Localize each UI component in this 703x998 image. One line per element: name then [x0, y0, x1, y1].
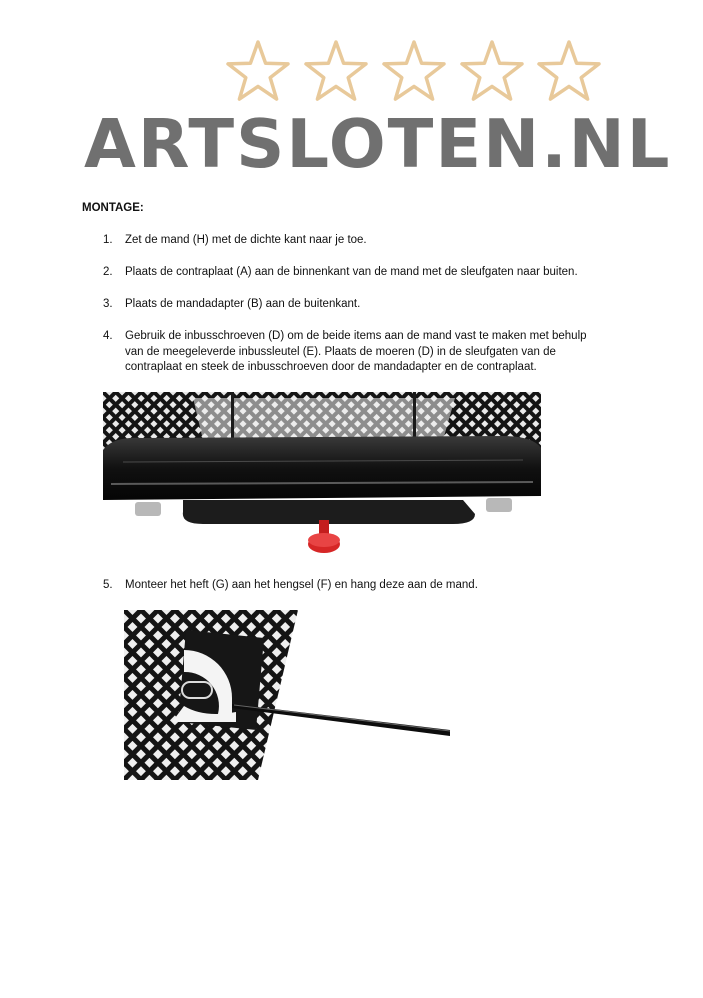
rating-stars-logo [222, 38, 607, 108]
step-text: Monteer het heft (G) aan het hengsel (F) en hang deze aan de mand. [125, 579, 478, 591]
step-number: 2. [103, 266, 113, 278]
star-icon [539, 42, 599, 99]
step-number: 4. [103, 330, 113, 342]
step-number: 5. [103, 579, 113, 591]
section-heading: MONTAGE: [82, 202, 144, 214]
list-item [103, 265, 623, 281]
list-item [103, 329, 623, 376]
step-number: 3. [103, 298, 113, 310]
list-item [103, 578, 623, 594]
basket-adapter-photo [103, 392, 541, 560]
list-item [103, 233, 623, 249]
star-icon [462, 42, 522, 99]
list-item [103, 297, 623, 313]
step-text: Zet de mand (H) met de dichte kant naar je toe. [125, 234, 367, 246]
handle-mount-photo [124, 610, 452, 780]
step-text-line: van de meegeleverde inbussleutel (E). Plaats de moeren (D) in de sleufgaten van de [125, 345, 556, 358]
step-number: 1. [103, 234, 113, 246]
star-icon [306, 42, 366, 99]
step-text-line: Gebruik de inbusschroeven (D) om de beide items aan de mand vast te maken met behulp [125, 330, 587, 342]
star-icon [228, 42, 288, 99]
step-text: Plaats de contraplaat (A) aan de binnenkant van de mand met de sleufgaten naar buiten. [125, 266, 578, 278]
brand-logo-text: ARTSLOTEN.NL [84, 105, 672, 183]
step-text-line: contraplaat en steek de inbusschroeven door de mandadapter en de contraplaat. [125, 361, 537, 373]
star-icon [384, 42, 444, 99]
step-text: Plaats de mandadapter (B) aan de buitenkant. [125, 298, 361, 310]
